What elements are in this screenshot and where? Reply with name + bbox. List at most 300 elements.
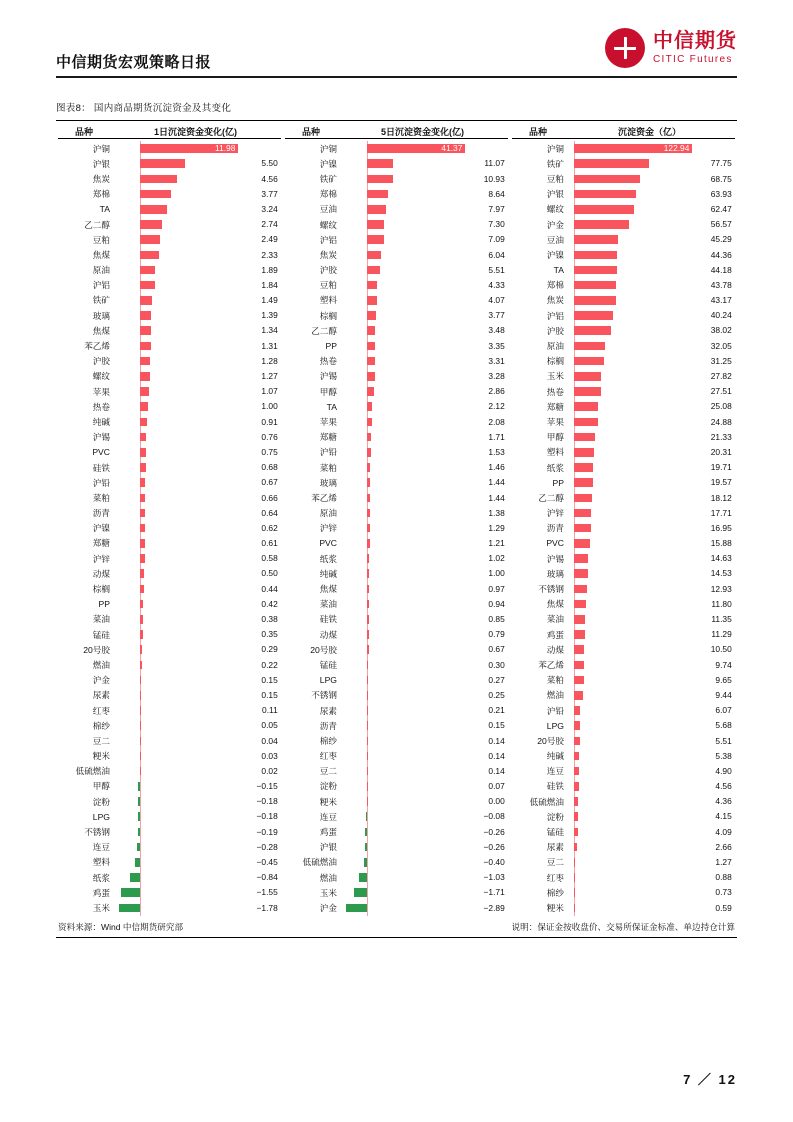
bar-cell <box>571 870 735 885</box>
bar-value-label: −0.15 <box>256 781 278 792</box>
table-row <box>285 824 508 839</box>
bar-value-label: 1.71 <box>488 431 505 442</box>
bar-cell <box>117 171 281 186</box>
series-label: 沪锡 <box>319 371 337 382</box>
bar <box>574 494 591 503</box>
series-label: 棕榈 <box>92 584 110 595</box>
series-label: 螺纹 <box>92 371 110 382</box>
series-label: TA <box>553 265 564 276</box>
bar-value-label: 20.31 <box>710 446 732 457</box>
series-label: 纯碱 <box>319 568 337 579</box>
bar-value-label: 68.75 <box>710 173 732 184</box>
table-row <box>285 293 508 308</box>
bar-cell <box>117 642 281 657</box>
series-label: 粳米 <box>92 751 110 762</box>
bar-value-label: −2.89 <box>483 902 505 913</box>
zero-axis-line <box>140 840 141 855</box>
bar-cell <box>571 445 735 460</box>
bar <box>140 311 151 320</box>
table-row <box>512 490 735 505</box>
column-header <box>512 124 735 139</box>
table-row <box>512 597 735 612</box>
bar-cell <box>117 581 281 596</box>
table-row <box>58 749 281 764</box>
bar-value-label: 0.58 <box>261 553 278 564</box>
series-label: 棉纱 <box>319 735 337 746</box>
bar-cell <box>571 490 735 505</box>
table-row <box>512 551 735 566</box>
bar-cell <box>344 764 508 779</box>
series-label: 焦炭 <box>319 249 337 260</box>
bar-cell <box>571 323 735 338</box>
bar-cell <box>571 794 735 809</box>
bar <box>367 645 369 654</box>
bar-cell <box>117 156 281 171</box>
bar-value-label: 2.86 <box>488 386 505 397</box>
bar <box>367 600 369 609</box>
bar-cell <box>571 688 735 703</box>
bar-value-label: −0.18 <box>256 811 278 822</box>
table-row <box>58 536 281 551</box>
bar <box>366 812 367 821</box>
bar-cell <box>117 141 281 156</box>
bar <box>140 220 163 229</box>
bar-cell <box>571 673 735 688</box>
bar-cell <box>344 657 508 672</box>
series-label: 硅铁 <box>92 462 110 473</box>
series-label: 豆二 <box>92 735 110 746</box>
series-label: 苹果 <box>92 386 110 397</box>
bar <box>574 220 628 229</box>
bar-cell <box>571 824 735 839</box>
bar-value-label: 0.11 <box>262 705 278 716</box>
bar-cell <box>117 688 281 703</box>
bar-value-label: 2.49 <box>261 234 278 245</box>
bar-value-label: 4.07 <box>488 295 505 306</box>
table-row <box>512 414 735 429</box>
bar-cell <box>344 673 508 688</box>
bar-value-label: −0.08 <box>483 811 505 822</box>
bar <box>140 645 142 654</box>
bar-cell <box>571 247 735 262</box>
bar <box>365 828 367 837</box>
table-row <box>285 475 508 490</box>
bar-cell <box>571 354 735 369</box>
series-label: 沪胶 <box>319 265 337 276</box>
bar-cell <box>117 657 281 672</box>
series-label: 玻璃 <box>546 568 564 579</box>
bar <box>140 190 171 199</box>
table-row <box>512 794 735 809</box>
bar <box>367 676 368 685</box>
series-label: 甲醇 <box>319 386 337 397</box>
bar <box>574 737 579 746</box>
bar <box>137 843 140 852</box>
bar <box>140 706 141 715</box>
table-row <box>285 369 508 384</box>
bar <box>364 858 367 867</box>
bar-value-label: 43.78 <box>710 279 732 290</box>
bar-value-label: 12.93 <box>710 583 732 594</box>
bar-value-label: 0.02 <box>261 765 278 776</box>
bar-value-label: 0.05 <box>261 720 278 731</box>
bar-value-label: 40.24 <box>710 310 732 321</box>
series-label: 郑糖 <box>319 432 337 443</box>
table-row <box>285 657 508 672</box>
bar-value-label: −0.18 <box>256 796 278 807</box>
table-row <box>58 673 281 688</box>
table-row <box>285 354 508 369</box>
bar-value-label: 7.30 <box>488 219 505 230</box>
series-label: 尿素 <box>319 705 337 716</box>
bar-value-label: 1.28 <box>261 355 278 366</box>
series-label: LPG <box>319 675 337 686</box>
series-label: 塑料 <box>546 447 564 458</box>
bar-cell <box>117 475 281 490</box>
bar <box>140 326 151 335</box>
bar-value-label: 1.39 <box>261 310 278 321</box>
table-row <box>58 156 281 171</box>
table-row <box>58 551 281 566</box>
bar <box>574 661 583 670</box>
bar <box>367 509 370 518</box>
column-header-name: 品种 <box>301 126 320 137</box>
series-label: 菜粕 <box>319 462 337 473</box>
series-label: 不锈钢 <box>538 584 564 595</box>
table-row <box>512 718 735 733</box>
table-row <box>58 688 281 703</box>
bar-cell <box>117 718 281 733</box>
bar <box>140 205 167 214</box>
bar-value-label: 122.94 <box>663 143 690 154</box>
bar-value-label: 8.64 <box>488 188 505 199</box>
table-row <box>58 460 281 475</box>
series-label: 菜油 <box>319 599 337 610</box>
table-row <box>512 657 735 672</box>
series-label: 玉米 <box>546 371 564 382</box>
bar-cell <box>344 688 508 703</box>
bar-cell <box>344 399 508 414</box>
bar <box>574 554 588 563</box>
bar <box>574 569 588 578</box>
table-row <box>512 521 735 536</box>
table-row <box>58 445 281 460</box>
table-row <box>512 247 735 262</box>
bar <box>574 600 585 609</box>
bar <box>367 478 370 487</box>
bar-cell <box>117 855 281 870</box>
bar-value-label: 11.80 <box>711 598 732 609</box>
bar-value-label: 0.94 <box>488 598 505 609</box>
zero-axis-line <box>367 824 368 839</box>
bar-value-label: 0.22 <box>261 659 278 670</box>
table-row <box>512 460 735 475</box>
bar <box>574 448 594 457</box>
series-label: 纯碱 <box>546 751 564 762</box>
bar <box>574 858 575 867</box>
series-label: 沪胶 <box>546 325 564 336</box>
bar <box>574 676 583 685</box>
series-label: 郑糖 <box>546 401 564 412</box>
table-row <box>512 430 735 445</box>
table-row <box>58 703 281 718</box>
bar-value-label: 1.00 <box>261 401 278 412</box>
table-row <box>58 490 281 505</box>
bar-value-label: 4.56 <box>261 173 278 184</box>
bar <box>140 585 144 594</box>
bar-cell <box>344 414 508 429</box>
bar-cell <box>344 809 508 824</box>
series-label: 沥青 <box>92 508 110 519</box>
bar <box>140 539 145 548</box>
series-label: 塑料 <box>319 295 337 306</box>
series-label: 原油 <box>546 341 564 352</box>
bar-value-label: 0.21 <box>488 705 505 716</box>
bar-cell <box>571 232 735 247</box>
bar-value-label: 0.88 <box>715 872 732 883</box>
bar <box>367 630 369 639</box>
series-label: 鸡蛋 <box>319 827 337 838</box>
bar-cell <box>117 900 281 915</box>
bar-cell <box>571 308 735 323</box>
series-label: 苯乙烯 <box>84 341 110 352</box>
bar-value-label: 1.07 <box>261 386 278 397</box>
bar-value-label: 4.56 <box>715 781 732 792</box>
bar-cell <box>571 718 735 733</box>
series-label: PP <box>98 599 110 610</box>
bar-value-label: 9.74 <box>715 659 732 670</box>
bar <box>140 448 146 457</box>
series-label: 铁矿 <box>319 173 337 184</box>
series-label: 红枣 <box>92 705 110 716</box>
bar-cell <box>344 369 508 384</box>
bar-value-label: 0.76 <box>261 431 278 442</box>
bar <box>367 311 376 320</box>
bar-value-label: 25.08 <box>710 401 732 412</box>
series-label: 沪锌 <box>546 508 564 519</box>
table-row <box>58 900 281 915</box>
bar-cell <box>571 597 735 612</box>
bar-cell <box>117 247 281 262</box>
series-label: 乙二醇 <box>311 325 337 336</box>
bar-cell <box>344 141 508 156</box>
bar-cell <box>344 232 508 247</box>
bar-cell <box>117 399 281 414</box>
series-label: 沪铜 <box>92 143 110 154</box>
bar <box>359 873 367 882</box>
table-row <box>285 232 508 247</box>
bar-value-label: 1.29 <box>488 522 505 533</box>
bar-cell <box>117 263 281 278</box>
bar-value-label: 0.15 <box>488 720 505 731</box>
series-label: 郑棉 <box>92 189 110 200</box>
bar-value-label: 17.71 <box>710 507 732 518</box>
bar-cell <box>344 171 508 186</box>
bar <box>140 661 142 670</box>
bar-value-label: 3.77 <box>488 310 505 321</box>
bar-cell <box>571 263 735 278</box>
series-label: 豆二 <box>319 766 337 777</box>
series-label: 沪金 <box>546 219 564 230</box>
bar <box>574 463 593 472</box>
bar <box>574 706 580 715</box>
series-label: 菜油 <box>92 614 110 625</box>
table-row <box>58 202 281 217</box>
bar <box>574 402 598 411</box>
bar-cell <box>344 354 508 369</box>
bar-cell <box>117 749 281 764</box>
bar-cell <box>344 338 508 353</box>
figure-caption: 图表8： 国内商品期货沉淀资金及其变化 <box>56 103 232 114</box>
bar <box>140 691 141 700</box>
bar-cell <box>117 202 281 217</box>
bar-value-label: −1.71 <box>483 887 505 898</box>
bar-cell <box>117 794 281 809</box>
bar-value-label: 0.15 <box>261 689 278 700</box>
series-label: 玉米 <box>92 902 110 913</box>
table-row <box>285 870 508 885</box>
series-label: 螺纹 <box>319 219 337 230</box>
series-label: 菜粕 <box>546 675 564 686</box>
bar <box>574 630 585 639</box>
bar-value-label: −1.55 <box>256 887 278 898</box>
figure-source: 资料来源：Wind 中信期货研究部 <box>58 921 184 932</box>
bar-value-label: 0.64 <box>261 507 278 518</box>
bar-cell <box>571 642 735 657</box>
bar-value-label: −0.26 <box>483 841 505 852</box>
series-label: 连豆 <box>546 766 564 777</box>
series-label: 沪铅 <box>92 477 110 488</box>
bar <box>574 266 616 275</box>
series-label: 低硫燃油 <box>302 857 337 868</box>
series-label: 纯碱 <box>92 416 110 427</box>
series-label: 甲醇 <box>92 781 110 792</box>
bar-cell <box>344 870 508 885</box>
bar-cell <box>571 536 735 551</box>
bar-cell <box>571 399 735 414</box>
bar <box>367 554 369 563</box>
bar <box>367 661 368 670</box>
bar <box>140 615 143 624</box>
bar <box>135 858 140 867</box>
table-row <box>58 566 281 581</box>
table-row <box>58 779 281 794</box>
bar-value-label: 0.67 <box>488 644 505 655</box>
bar <box>140 600 143 609</box>
bar <box>140 569 144 578</box>
column-header <box>285 124 508 139</box>
bar-cell <box>571 430 735 445</box>
table-row <box>58 217 281 232</box>
table-row <box>512 566 735 581</box>
bar-cell <box>571 293 735 308</box>
series-label: 甲醇 <box>546 432 564 443</box>
bar-cell <box>571 369 735 384</box>
bar-cell <box>344 612 508 627</box>
bar <box>574 251 617 260</box>
series-label: 螺纹 <box>546 204 564 215</box>
series-label: 连豆 <box>92 842 110 853</box>
series-label: 焦煤 <box>92 325 110 336</box>
bar-cell <box>117 430 281 445</box>
bar-value-label: 7.97 <box>488 203 505 214</box>
table-row <box>58 521 281 536</box>
bar-value-label: 0.27 <box>488 674 505 685</box>
series-label: LPG <box>92 811 110 822</box>
bar-value-label: 3.48 <box>488 325 505 336</box>
bar-value-label: 63.93 <box>710 188 732 199</box>
series-label: 沪铜 <box>319 143 337 154</box>
bar-value-label: 1.89 <box>261 264 278 275</box>
series-label: 沪铝 <box>546 310 564 321</box>
bar-value-label: 56.57 <box>710 219 732 230</box>
series-label: TA <box>99 204 110 215</box>
bar <box>140 524 145 533</box>
bar-cell <box>117 673 281 688</box>
bar-value-label: 14.53 <box>710 568 732 579</box>
bar <box>574 812 578 821</box>
series-label: 鸡蛋 <box>546 629 564 640</box>
bar <box>367 691 368 700</box>
series-label: 不锈钢 <box>84 827 110 838</box>
bar-value-label: 1.34 <box>261 325 278 336</box>
bar-value-label: 0.44 <box>261 583 278 594</box>
series-label: 燃油 <box>92 659 110 670</box>
table-row <box>58 171 281 186</box>
series-label: 豆油 <box>319 204 337 215</box>
series-label: 乙二醇 <box>538 492 564 503</box>
bar-value-label: 44.18 <box>710 264 732 275</box>
bar-cell <box>571 612 735 627</box>
bar-cell <box>344 642 508 657</box>
table-row <box>512 369 735 384</box>
series-label: 焦煤 <box>546 599 564 610</box>
bar <box>574 797 578 806</box>
series-label: 低硫燃油 <box>529 796 564 807</box>
bar-value-label: 5.38 <box>715 750 732 761</box>
table-row <box>512 870 735 885</box>
table-row <box>58 430 281 445</box>
bar-value-label: −0.28 <box>256 841 278 852</box>
bar <box>140 387 149 396</box>
bar-cell <box>571 506 735 521</box>
zero-axis-line <box>367 870 368 885</box>
bar-cell <box>571 171 735 186</box>
table-row <box>58 733 281 748</box>
bar-cell <box>344 202 508 217</box>
table-row <box>285 323 508 338</box>
table-row <box>512 840 735 855</box>
table-row <box>285 627 508 642</box>
column-header-title: 5日沉淀资金变化(亿) <box>381 126 464 137</box>
bar <box>574 843 577 852</box>
zero-axis-line <box>367 885 368 900</box>
bar <box>365 843 367 852</box>
bar <box>574 190 635 199</box>
table-row <box>512 338 735 353</box>
bar-cell <box>344 430 508 445</box>
bar-value-label: 27.51 <box>710 386 732 397</box>
series-label: 苯乙烯 <box>538 659 564 670</box>
bar-value-label: 2.66 <box>715 841 732 852</box>
series-label: 低硫燃油 <box>75 766 110 777</box>
bar <box>574 691 583 700</box>
figure-note: 说明：保证金按收盘价、交易所保证金标准、单边持仓计算 <box>511 921 735 932</box>
bar-value-label: 0.91 <box>261 416 278 427</box>
series-label: PP <box>552 477 564 488</box>
table-row <box>512 475 735 490</box>
bar-cell <box>344 490 508 505</box>
